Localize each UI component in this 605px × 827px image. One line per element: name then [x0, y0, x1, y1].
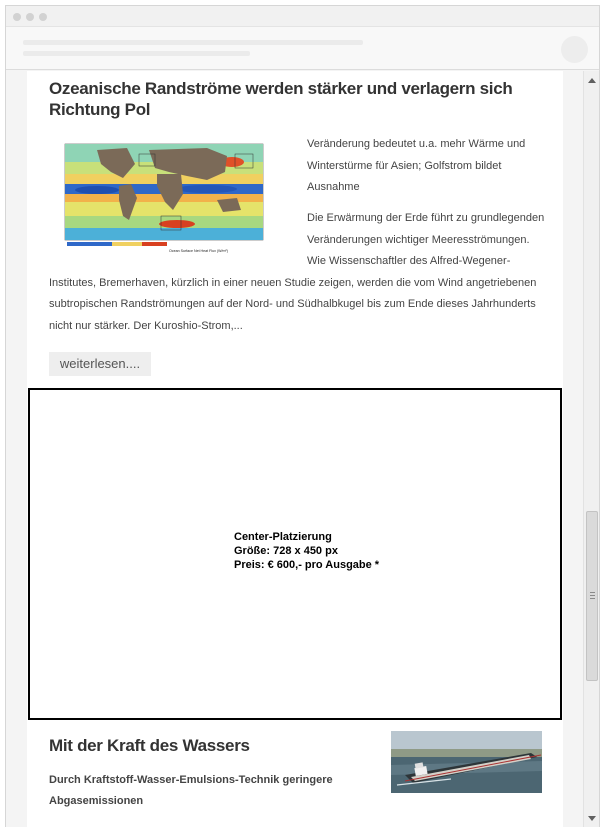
ad-size-label: Größe: 728 x 450 px — [234, 545, 338, 557]
scroll-up-arrow-icon[interactable] — [588, 78, 596, 83]
window-minimize-dot[interactable] — [26, 13, 34, 21]
article-body — [49, 208, 549, 337]
article2-title[interactable]: Mit der Kraft des Wassers — [49, 736, 250, 755]
subtitle-line: Abgasemissionen — [49, 795, 144, 807]
ad-price-label: Preis: € 600,- pro Ausgabe * — [234, 559, 380, 571]
read-more-button[interactable]: weiterlesen.... — [49, 352, 151, 376]
window-close-dot[interactable] — [13, 13, 21, 21]
article-title[interactable]: Ozeanische Randströme werden stärker und verlagern sich Richtung Pol — [49, 79, 513, 119]
toolbar-placeholder-line — [23, 51, 250, 56]
subtitle-line: Durch Kraftstoff-Wasser-Emulsions-Technik geringere — [49, 774, 333, 786]
page-viewport — [6, 71, 583, 827]
article2-subtitle — [49, 770, 369, 812]
body-line: Veränderungen wichtiger Meeresströmungen. — [307, 233, 530, 246]
window-maximize-dot[interactable] — [39, 13, 47, 21]
map-caption: Ocean Surface Net Heat Flux (W/m²) — [169, 249, 228, 253]
intro-line: Veränderung bedeutet u.a. mehr Wärme und — [307, 138, 526, 150]
vertical-scrollbar[interactable] — [583, 71, 600, 827]
address-bar-placeholder[interactable] — [23, 40, 363, 45]
body-line: Wie Wissenschaftler des Alfred-Wegener- — [307, 255, 511, 267]
ad-info — [234, 530, 379, 572]
page-content — [27, 71, 563, 827]
scroll-down-arrow-icon[interactable] — [588, 816, 596, 821]
intro-line: Winterstürme für Asien; Golfstrom bildet — [307, 159, 502, 172]
body-line: Die Erwärmung der Erde führt zu grundlegenden — [307, 212, 545, 224]
intro-line: Ausnahme — [307, 181, 360, 193]
body-line: subtropischen Randströmungen auf der Nord- und Südhalbkugel bis zum Ende dieses Jahrhunderts — [49, 298, 536, 310]
ad-placeholder-box[interactable] — [28, 388, 562, 720]
body-line: nicht nur stärker. Der Kuroshio-Strom,... — [49, 319, 243, 332]
browser-toolbar — [6, 27, 599, 70]
title-bar — [6, 6, 599, 27]
browser-window — [5, 5, 600, 827]
tanker-ship-image[interactable] — [391, 731, 542, 793]
ad-placement-label: Center-Platzierung — [234, 531, 332, 543]
article-intro — [307, 134, 547, 199]
body-line: Institutes, Bremerhaven, kürzlich in einer neuen Studie zeigen, werden die vom Wind angetriebenen — [49, 276, 537, 289]
scrollbar-thumb[interactable] — [586, 511, 598, 681]
profile-avatar[interactable] — [561, 36, 588, 63]
